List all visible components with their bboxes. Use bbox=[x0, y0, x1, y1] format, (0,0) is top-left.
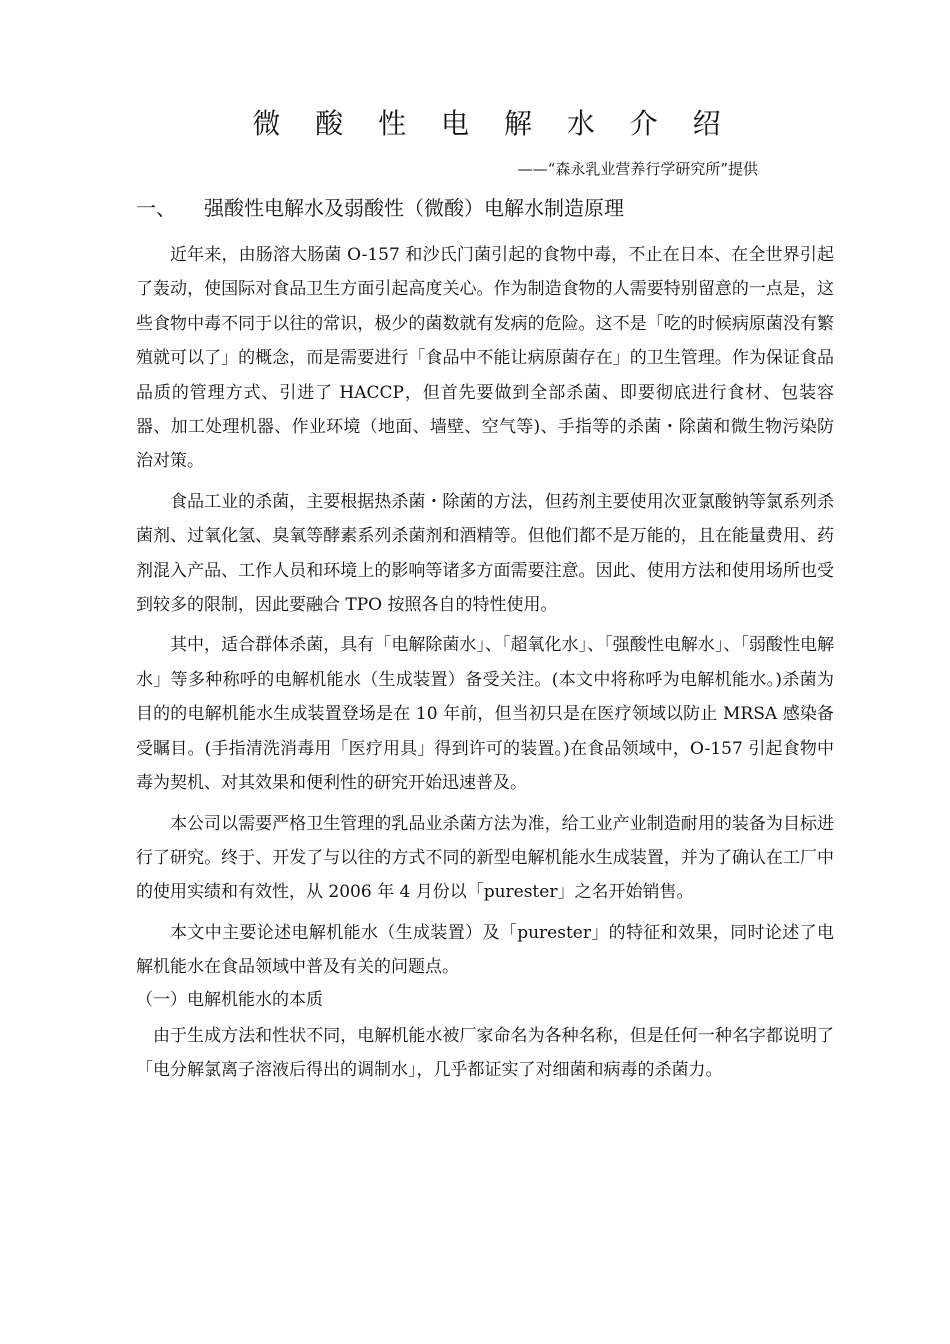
document-page bbox=[136, 100, 834, 1093]
paragraph-4: 本公司以需要严格卫生管理的乳品业杀菌方法为准，给工业产业制造耐用的装备为目标进行了研究。终于、开发了与以往的方式不同的新型电解机能水生成装置，并为了确认在工厂中的使用实绩和有效性，从 2006 年 4 月份以「purester」之名开始销售。 bbox=[136, 813, 834, 903]
subsection-paragraph: 由于生成方法和性状不同，电解机能水被厂家命名为各种名称，但是任何一种名字都说明了「电分解氯离子溶液后得出的调制水」，几乎都证实了对细菌和病毒的杀菌力。 bbox=[136, 1025, 834, 1080]
subsection-heading: （一）电解机能水的本质 bbox=[136, 989, 323, 1010]
section-number: 一、 bbox=[136, 196, 176, 220]
paragraph-2: 食品工业的杀菌，主要根据热杀菌・除菌的方法，但药剂主要使用次亚氯酸钠等氯系列杀菌剂、过氧化氢、臭氧等酵素系列杀菌剂和酒精等。但他们都不是万能的，且在能量费用、药剂混入产品、工作人员和环境上的影响等诸多方面需要注意。因此、使用方法和使用场所也受到较多的限制，因此要融合 TPO 按照各自的特性使用。 bbox=[136, 491, 834, 616]
section-title: 强酸性电解水及弱酸性（微酸）电解水制造原理 bbox=[204, 196, 624, 220]
paragraph-1: 近年来，由肠溶大肠菌 O-157 和沙氏门菌引起的食物中毒，不止在日本、在全世界引起了轰动，使国际对食品卫生方面引起高度关心。作为制造食物的人需要特别留意的一点是，这些食物中毒不同于以往的常识，极少的菌数就有发病的危险。这不是「吃的时候病原菌没有繁殖就可以了」的概念，而是需要进行「食品中不能让病原菌存在」的卫生管理。作为保证食品品质的管理方式、引进了 HACCP，但首先要做到全部杀菌、即要彻底进行食材、包装容器、加工处理机器、作业环境（地面、墙壁、空气等)、手指等的杀菌・除菌和微生物污染防治对策。 bbox=[136, 245, 834, 472]
section-heading bbox=[136, 192, 834, 224]
paragraph-3: 其中，适合群体杀菌，具有「电解除菌水」、「超氧化水」、「强酸性电解水」、「弱酸性电解水」等多种称呼的电解机能水（生成装置）备受关注。(本文中将称呼为电解机能水。)杀菌为目的的电解机能水生成装置登场是在 10 年前，但当初只是在医疗领域以防止 MRSA 感染备受瞩目。(手指清洗消毒用「医疗用具」得到许可的装置。)在食品领域中，O-157 引起食物中毒为契机、对其效果和便利性的研究开始迅速普及。 bbox=[136, 635, 834, 794]
provider-line: ——“森永乳业营养行学研究所”提供 bbox=[517, 160, 758, 178]
paragraph-5: 本文中主要论述电解机能水（生成装置）及「purester」的特征和效果，同时论述了电解机能水在食品领域中普及有关的问题点。 bbox=[136, 922, 834, 978]
document-title: 微 酸 性 电 解 水 介 绍 bbox=[252, 107, 734, 140]
